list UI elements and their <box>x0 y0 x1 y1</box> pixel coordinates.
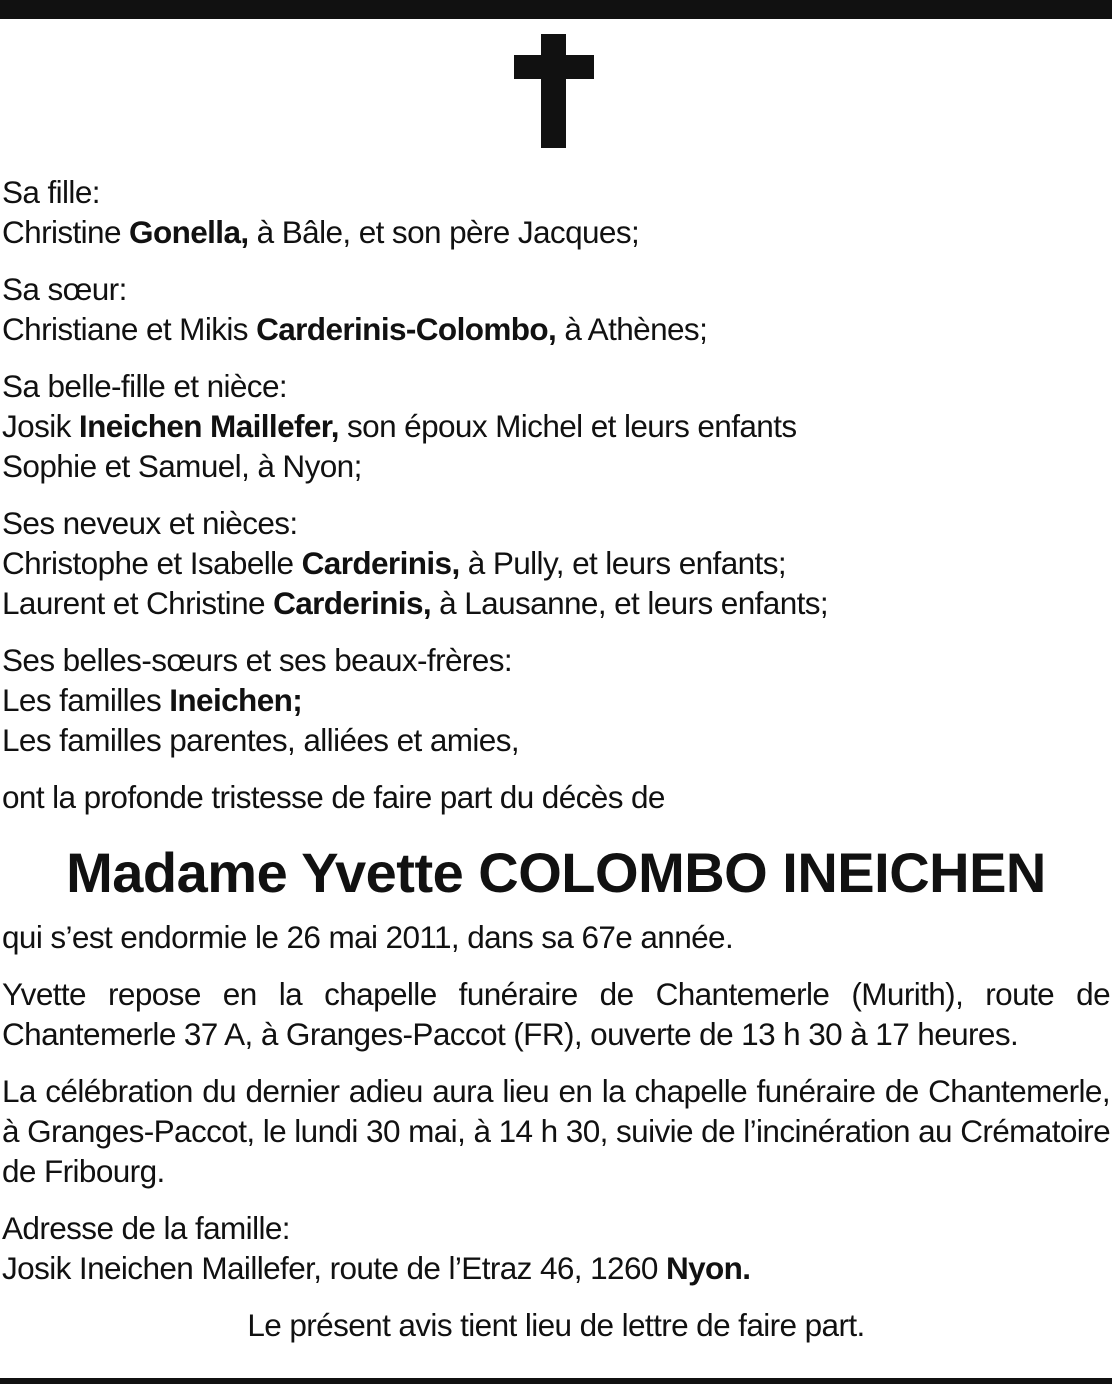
family-group-label: Ses neveux et nièces: <box>2 505 298 541</box>
death-info-text: qui s’est endormie le 26 mai 2011, dans sa 67e année. <box>2 919 734 955</box>
address-text: Josik Ineichen Maillefer, route de l’Etraz 46, 1260 <box>2 1250 666 1286</box>
family-group-label: Ses belles-sœurs et ses beaux-frères: <box>2 642 512 678</box>
family-group-label: Sa belle-fille et nièce: <box>2 368 288 404</box>
family-line-text: Josik <box>2 408 79 444</box>
family-name-bold: Carderinis, <box>301 545 460 581</box>
family-line <box>2 309 1110 349</box>
family-group-label: Sa fille: <box>2 174 100 210</box>
family-group-sister <box>2 269 1110 349</box>
ceremony-info: La célébration du dernier adieu aura lieu en la chapelle funéraire de Chantemerle, à Granges-Paccot, le lundi 30 mai, à 14 h 30, suivie de l’incinération au Crématoire de Fribourg. <box>2 1073 1110 1189</box>
family-line <box>2 543 1110 583</box>
family-line-text: à Bâle, et son père Jacques; <box>248 214 640 250</box>
family-line <box>2 212 1110 252</box>
family-group-nephews <box>2 503 1110 623</box>
family-line <box>2 680 1110 720</box>
family-group-label: Sa sœur: <box>2 271 127 307</box>
cross-icon <box>514 34 594 148</box>
family-line-text: à Lausanne, et leurs enfants; <box>431 585 829 621</box>
announcement-intro: ont la profonde tristesse de faire part du décès de <box>2 779 665 815</box>
family-group-in-laws <box>2 640 1110 760</box>
address-label: Adresse de la famille: <box>2 1210 290 1246</box>
closing-notice: Le présent avis tient lieu de lettre de faire part. <box>247 1307 865 1343</box>
cross-vertical-bar <box>541 34 566 148</box>
family-name-bold: Carderinis, <box>273 585 432 621</box>
family-line <box>2 406 1110 446</box>
family-line-text: son époux Michel et leurs enfants <box>338 408 797 444</box>
family-line-text: à Athènes; <box>556 311 708 347</box>
family-line <box>2 583 1110 623</box>
family-line: Sophie et Samuel, à Nyon; <box>2 448 362 484</box>
cross-horizontal-bar <box>514 55 594 79</box>
family-line-text: Christophe et Isabelle <box>2 545 302 581</box>
family-name-bold: Ineichen Maillefer, <box>78 408 339 444</box>
family-line-text: à Pully, et leurs enfants; <box>459 545 787 581</box>
address-line <box>2 1248 1110 1288</box>
family-name-bold: Carderinis-Colombo, <box>256 311 557 347</box>
family-line: Les familles parentes, alliées et amies, <box>2 722 520 758</box>
bottom-border-rule <box>0 1378 1112 1384</box>
family-group-stepdaughter <box>2 366 1110 486</box>
family-address <box>2 1208 1110 1288</box>
family-group-daughter <box>2 172 1110 252</box>
deceased-name: Madame Yvette COLOMBO INEICHEN <box>66 841 1046 904</box>
family-line-text: Christine <box>2 214 130 250</box>
family-line-text: Laurent et Christine <box>2 585 274 621</box>
address-city-bold: Nyon. <box>665 1250 751 1286</box>
death-info <box>2 917 1110 957</box>
rest-info: Yvette repose en la chapelle funéraire de Chantemerle (Murith), route de Chantemerle 37 A, à Granges-Paccot (FR), ouverte de 13 h 30 à 17 heures. <box>2 976 1110 1052</box>
family-name-bold: Gonella, <box>129 214 249 250</box>
family-name-bold: Ineichen; <box>169 682 303 718</box>
family-line-text: Christiane et Mikis <box>2 311 257 347</box>
top-border-rule <box>0 0 1112 19</box>
family-line-text: Les familles <box>2 682 170 718</box>
obituary-text <box>2 172 1110 1345</box>
